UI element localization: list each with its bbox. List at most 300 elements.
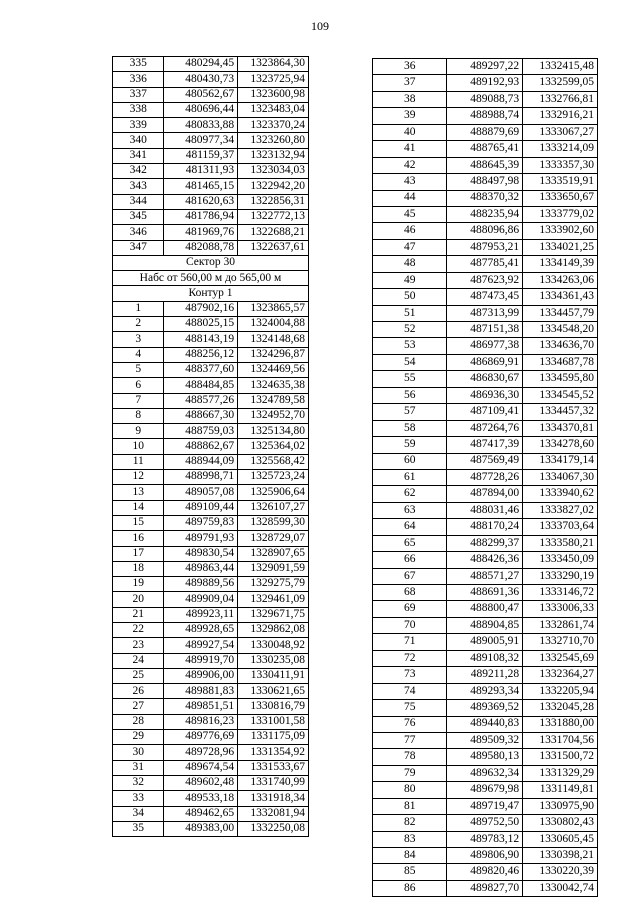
- coordinate-x: 489088,73: [447, 91, 523, 107]
- point-number: 80: [373, 782, 447, 798]
- coordinate-x: 488377,60: [164, 362, 238, 377]
- point-number: 14: [113, 500, 164, 515]
- table-row: [373, 157, 598, 173]
- table-row: [113, 454, 309, 469]
- contour-title: Контур 1: [113, 286, 309, 301]
- table-row: [373, 683, 598, 699]
- point-number: 77: [373, 732, 447, 748]
- coordinate-y: 1332861,74: [523, 617, 598, 633]
- coordinate-y: 1331918,34: [238, 791, 309, 806]
- point-number: 45: [373, 206, 447, 222]
- coordinate-y: 1334179,14: [523, 453, 598, 469]
- coordinate-y: 1331880,00: [523, 716, 598, 732]
- table-row: [373, 667, 598, 683]
- point-number: 42: [373, 157, 447, 173]
- table-row: [373, 765, 598, 781]
- coordinate-y: 1329275,79: [238, 577, 309, 592]
- point-number: 64: [373, 519, 447, 535]
- table-row: [373, 338, 598, 354]
- coordinate-x: 487569,49: [447, 453, 523, 469]
- table-row: [373, 650, 598, 666]
- point-number: 29: [113, 730, 164, 745]
- coordinate-y: 1325906,64: [238, 485, 309, 500]
- coordinate-y: 1332766,81: [523, 91, 598, 107]
- coordinate-y: 1334263,06: [523, 272, 598, 288]
- point-number: 3: [113, 332, 164, 347]
- coordinate-y: 1333290,19: [523, 568, 598, 584]
- coordinate-y: 1323865,57: [238, 301, 309, 316]
- coordinate-y: 1325568,42: [238, 454, 309, 469]
- coordinate-x: 488025,15: [164, 317, 238, 332]
- table-row: [113, 745, 309, 760]
- table-row: [373, 206, 598, 222]
- coordinate-y: 1322942,20: [238, 179, 309, 194]
- table-row: [373, 190, 598, 206]
- coordinate-y: 1333067,27: [523, 124, 598, 140]
- table-row: [113, 515, 309, 530]
- coordinate-x: 488484,85: [164, 378, 238, 393]
- coordinate-x: 489005,91: [447, 634, 523, 650]
- coordinate-x: 488944,09: [164, 454, 238, 469]
- coordinate-x: 481159,37: [164, 148, 238, 163]
- coordinate-x: 487894,00: [447, 486, 523, 502]
- table-row: [113, 225, 309, 240]
- point-number: 66: [373, 552, 447, 568]
- coordinate-y: 1333940,62: [523, 486, 598, 502]
- point-number: 65: [373, 535, 447, 551]
- right-table-rows: [373, 59, 598, 897]
- point-number: 340: [113, 133, 164, 148]
- table-row: [373, 535, 598, 551]
- coordinate-x: 487264,76: [447, 420, 523, 436]
- sector-range-row: [113, 271, 309, 286]
- table-row: [373, 700, 598, 716]
- coordinate-y: 1332415,48: [523, 59, 598, 75]
- coordinate-x: 487473,45: [447, 289, 523, 305]
- coordinate-x: 489580,13: [447, 749, 523, 765]
- table-row: [373, 864, 598, 880]
- table-row: [373, 469, 598, 485]
- coordinate-y: 1322688,21: [238, 225, 309, 240]
- point-number: 49: [373, 272, 447, 288]
- coordinate-y: 1323725,94: [238, 72, 309, 87]
- coordinate-x: 489297,22: [447, 59, 523, 75]
- point-number: 68: [373, 585, 447, 601]
- point-number: 55: [373, 371, 447, 387]
- coordinate-x: 481620,63: [164, 194, 238, 209]
- coordinate-y: 1328729,07: [238, 531, 309, 546]
- coordinate-y: 1329091,59: [238, 561, 309, 576]
- coordinate-y: 1330411,91: [238, 668, 309, 683]
- table-row: [373, 617, 598, 633]
- coordinate-x: 489108,32: [447, 650, 523, 666]
- table-row: [113, 485, 309, 500]
- coordinate-y: 1332250,08: [238, 821, 309, 836]
- table-row: [113, 561, 309, 576]
- sector-range: Набс от 560,00 м до 565,00 м: [113, 271, 309, 286]
- coordinate-x: 489632,34: [447, 765, 523, 781]
- coordinate-y: 1325134,80: [238, 424, 309, 439]
- table-row: [113, 133, 309, 148]
- point-number: 20: [113, 592, 164, 607]
- point-number: 343: [113, 179, 164, 194]
- point-number: 8: [113, 408, 164, 423]
- coordinate-x: 489719,47: [447, 798, 523, 814]
- coordinate-x: 481465,15: [164, 179, 238, 194]
- coordinate-x: 488800,47: [447, 601, 523, 617]
- coordinate-y: 1333450,09: [523, 552, 598, 568]
- point-number: 57: [373, 404, 447, 420]
- coordinate-x: 489928,65: [164, 622, 238, 637]
- point-number: 47: [373, 239, 447, 255]
- coordinate-y: 1332916,21: [523, 108, 598, 124]
- table-row: [113, 164, 309, 179]
- coordinate-x: 486936,30: [447, 387, 523, 403]
- coordinate-y: 1322772,13: [238, 209, 309, 224]
- table-row: [113, 194, 309, 209]
- coordinate-y: 1324635,38: [238, 378, 309, 393]
- coordinate-x: 488256,12: [164, 347, 238, 362]
- table-row: [373, 749, 598, 765]
- coordinate-y: 1331175,09: [238, 730, 309, 745]
- coordinate-y: 1330220,39: [523, 864, 598, 880]
- point-number: 17: [113, 546, 164, 561]
- table-row: [373, 815, 598, 831]
- table-row: [113, 470, 309, 485]
- table-row: [373, 519, 598, 535]
- coordinate-x: 489863,44: [164, 561, 238, 576]
- coordinate-x: 482088,78: [164, 240, 238, 255]
- table-row: [373, 174, 598, 190]
- coordinate-x: 489830,54: [164, 546, 238, 561]
- point-number: 339: [113, 118, 164, 133]
- table-row: [373, 585, 598, 601]
- coordinate-y: 1332545,69: [523, 650, 598, 666]
- table-row: [113, 301, 309, 316]
- coordinate-x: 489783,12: [447, 831, 523, 847]
- point-number: 28: [113, 714, 164, 729]
- coordinate-y: 1329461,09: [238, 592, 309, 607]
- right-coordinate-table: [372, 58, 598, 897]
- table-row: [113, 775, 309, 790]
- table-row: [373, 782, 598, 798]
- contour-title-row: [113, 286, 309, 301]
- coordinate-x: 489057,08: [164, 485, 238, 500]
- coordinate-x: 488998,71: [164, 470, 238, 485]
- table-row: [113, 209, 309, 224]
- point-number: 36: [373, 59, 447, 75]
- coordinate-x: 488759,03: [164, 424, 238, 439]
- point-number: 85: [373, 864, 447, 880]
- coordinate-y: 1330048,92: [238, 638, 309, 653]
- point-number: 56: [373, 387, 447, 403]
- table-row: [373, 716, 598, 732]
- coordinate-x: 489816,23: [164, 714, 238, 729]
- coordinate-y: 1324789,58: [238, 393, 309, 408]
- table-row: [113, 393, 309, 408]
- coordinate-y: 1334067,30: [523, 469, 598, 485]
- table-row: [113, 87, 309, 102]
- coordinate-y: 1324952,70: [238, 408, 309, 423]
- coordinate-x: 480833,88: [164, 118, 238, 133]
- coordinate-y: 1333357,30: [523, 157, 598, 173]
- point-number: 86: [373, 880, 447, 896]
- coordinate-y: 1331704,56: [523, 732, 598, 748]
- point-number: 4: [113, 347, 164, 362]
- coordinate-y: 1334687,78: [523, 354, 598, 370]
- coordinate-x: 488765,41: [447, 141, 523, 157]
- table-row: [113, 424, 309, 439]
- coordinate-x: 488667,30: [164, 408, 238, 423]
- point-number: 54: [373, 354, 447, 370]
- coordinate-y: 1334278,60: [523, 437, 598, 453]
- table-row: [113, 607, 309, 622]
- point-number: 37: [373, 75, 447, 91]
- point-number: 345: [113, 209, 164, 224]
- coordinate-y: 1333146,72: [523, 585, 598, 601]
- point-number: 52: [373, 322, 447, 338]
- coordinate-y: 1324296,87: [238, 347, 309, 362]
- table-row: [373, 568, 598, 584]
- coordinate-y: 1330235,08: [238, 653, 309, 668]
- coordinate-x: 486830,67: [447, 371, 523, 387]
- point-number: 73: [373, 667, 447, 683]
- table-row: [373, 552, 598, 568]
- coordinate-y: 1330042,74: [523, 880, 598, 896]
- point-number: 24: [113, 653, 164, 668]
- coordinate-y: 1330975,90: [523, 798, 598, 814]
- coordinate-x: 487902,16: [164, 301, 238, 316]
- table-row: [373, 387, 598, 403]
- point-number: 79: [373, 765, 447, 781]
- point-number: 9: [113, 424, 164, 439]
- coordinate-x: 488497,98: [447, 174, 523, 190]
- table-row: [373, 437, 598, 453]
- coordinate-y: 1334361,43: [523, 289, 598, 305]
- coordinate-y: 1332045,28: [523, 700, 598, 716]
- coordinate-x: 487109,41: [447, 404, 523, 420]
- sector-title-row: [113, 255, 309, 270]
- point-number: 70: [373, 617, 447, 633]
- coordinate-y: 1329671,75: [238, 607, 309, 622]
- coordinate-x: 489293,34: [447, 683, 523, 699]
- table-row: [113, 806, 309, 821]
- table-row: [113, 72, 309, 87]
- coordinate-y: 1334457,79: [523, 305, 598, 321]
- point-number: 59: [373, 437, 447, 453]
- table-row: [373, 502, 598, 518]
- point-number: 58: [373, 420, 447, 436]
- coordinate-y: 1326107,27: [238, 500, 309, 515]
- table-row: [113, 57, 309, 72]
- table-row: [373, 831, 598, 847]
- point-number: 23: [113, 638, 164, 653]
- table-row: [113, 332, 309, 347]
- table-row: [113, 102, 309, 117]
- coordinate-y: 1323260,80: [238, 133, 309, 148]
- table-row: [373, 634, 598, 650]
- point-number: 12: [113, 470, 164, 485]
- table-row: [373, 601, 598, 617]
- coordinate-x: 489211,28: [447, 667, 523, 683]
- point-number: 18: [113, 561, 164, 576]
- coordinate-y: 1331329,29: [523, 765, 598, 781]
- coordinate-x: 489889,56: [164, 577, 238, 592]
- table-row: [113, 148, 309, 163]
- point-number: 76: [373, 716, 447, 732]
- coordinate-y: 1332599,05: [523, 75, 598, 91]
- coordinate-x: 489533,18: [164, 791, 238, 806]
- point-number: 60: [373, 453, 447, 469]
- point-number: 82: [373, 815, 447, 831]
- point-number: 48: [373, 256, 447, 272]
- table-row: [113, 546, 309, 561]
- point-number: 40: [373, 124, 447, 140]
- point-number: 338: [113, 102, 164, 117]
- point-number: 71: [373, 634, 447, 650]
- coordinate-y: 1334545,52: [523, 387, 598, 403]
- table-row: [113, 592, 309, 607]
- coordinate-y: 1328907,65: [238, 546, 309, 561]
- coordinate-y: 1330816,79: [238, 699, 309, 714]
- point-number: 61: [373, 469, 447, 485]
- coordinate-y: 1330802,43: [523, 815, 598, 831]
- coordinate-x: 488571,27: [447, 568, 523, 584]
- table-row: [113, 500, 309, 515]
- table-row: [373, 848, 598, 864]
- table-row: [113, 179, 309, 194]
- coordinate-y: 1324469,56: [238, 362, 309, 377]
- coordinate-y: 1334548,20: [523, 322, 598, 338]
- point-number: 347: [113, 240, 164, 255]
- table-row: [373, 124, 598, 140]
- coordinate-y: 1323864,30: [238, 57, 309, 72]
- table-row: [113, 118, 309, 133]
- coordinate-x: 487623,92: [447, 272, 523, 288]
- table-row: [373, 322, 598, 338]
- coordinate-y: 1331149,81: [523, 782, 598, 798]
- coordinate-y: 1329862,08: [238, 622, 309, 637]
- coordinate-y: 1333006,33: [523, 601, 598, 617]
- table-row: [373, 486, 598, 502]
- coordinate-x: 488370,32: [447, 190, 523, 206]
- coordinate-x: 489679,98: [447, 782, 523, 798]
- coordinate-y: 1333519,91: [523, 174, 598, 190]
- coordinate-x: 488862,67: [164, 439, 238, 454]
- coordinate-y: 1334457,32: [523, 404, 598, 420]
- table-row: [113, 714, 309, 729]
- coordinate-x: 480696,44: [164, 102, 238, 117]
- coordinate-y: 1331533,67: [238, 760, 309, 775]
- table-row: [373, 256, 598, 272]
- point-number: 344: [113, 194, 164, 209]
- coordinate-y: 1330398,21: [523, 848, 598, 864]
- point-number: 34: [113, 806, 164, 821]
- coordinate-y: 1331354,92: [238, 745, 309, 760]
- coordinate-x: 481311,93: [164, 164, 238, 179]
- coordinate-y: 1333703,64: [523, 519, 598, 535]
- point-number: 2: [113, 317, 164, 332]
- coordinate-x: 489776,69: [164, 730, 238, 745]
- table-row: [113, 531, 309, 546]
- coordinate-x: 488426,36: [447, 552, 523, 568]
- coordinate-y: 1325723,24: [238, 470, 309, 485]
- coordinate-y: 1333902,60: [523, 223, 598, 239]
- coordinate-x: 488879,69: [447, 124, 523, 140]
- sector-header: [113, 255, 309, 301]
- point-number: 75: [373, 700, 447, 716]
- point-number: 341: [113, 148, 164, 163]
- coordinate-x: 488988,74: [447, 108, 523, 124]
- table-row: [373, 289, 598, 305]
- coordinate-y: 1322637,61: [238, 240, 309, 255]
- coordinate-x: 489791,93: [164, 531, 238, 546]
- point-number: 72: [373, 650, 447, 666]
- coordinate-x: 488645,39: [447, 157, 523, 173]
- table-row: [113, 699, 309, 714]
- coordinate-y: 1332364,27: [523, 667, 598, 683]
- table-row: [113, 730, 309, 745]
- coordinate-x: 489109,44: [164, 500, 238, 515]
- coordinate-y: 1323132,94: [238, 148, 309, 163]
- coordinate-x: 489827,70: [447, 880, 523, 896]
- table-row: [113, 408, 309, 423]
- table-row: [373, 272, 598, 288]
- point-number: 11: [113, 454, 164, 469]
- table-row: [373, 371, 598, 387]
- coordinate-x: 487313,99: [447, 305, 523, 321]
- point-number: 41: [373, 141, 447, 157]
- coordinate-x: 489752,50: [447, 815, 523, 831]
- point-number: 5: [113, 362, 164, 377]
- table-row: [373, 880, 598, 896]
- coordinate-x: 489674,54: [164, 760, 238, 775]
- coordinate-x: 488577,26: [164, 393, 238, 408]
- point-number: 7: [113, 393, 164, 408]
- coordinate-y: 1334149,39: [523, 256, 598, 272]
- table-row: [113, 684, 309, 699]
- point-number: 46: [373, 223, 447, 239]
- table-row: [373, 239, 598, 255]
- coordinate-x: 488170,24: [447, 519, 523, 535]
- coordinate-y: 1328599,30: [238, 515, 309, 530]
- coordinate-y: 1332205,94: [523, 683, 598, 699]
- point-number: 81: [373, 798, 447, 814]
- point-number: 62: [373, 486, 447, 502]
- coordinate-x: 489509,32: [447, 732, 523, 748]
- point-number: 27: [113, 699, 164, 714]
- table-row: [113, 577, 309, 592]
- coordinate-x: 489602,48: [164, 775, 238, 790]
- sector-title: Сектор 30: [113, 255, 309, 270]
- coordinate-x: 489806,90: [447, 848, 523, 864]
- coordinate-y: 1323483,04: [238, 102, 309, 117]
- point-number: 84: [373, 848, 447, 864]
- point-number: 342: [113, 164, 164, 179]
- table-row: [373, 354, 598, 370]
- coordinate-x: 486869,91: [447, 354, 523, 370]
- point-number: 13: [113, 485, 164, 500]
- coordinate-y: 1324148,68: [238, 332, 309, 347]
- point-number: 30: [113, 745, 164, 760]
- table-row: [113, 791, 309, 806]
- coordinate-x: 487785,41: [447, 256, 523, 272]
- point-number: 51: [373, 305, 447, 321]
- coordinate-x: 489927,54: [164, 638, 238, 653]
- table-row: [113, 638, 309, 653]
- coordinate-y: 1331001,58: [238, 714, 309, 729]
- table-row: [373, 91, 598, 107]
